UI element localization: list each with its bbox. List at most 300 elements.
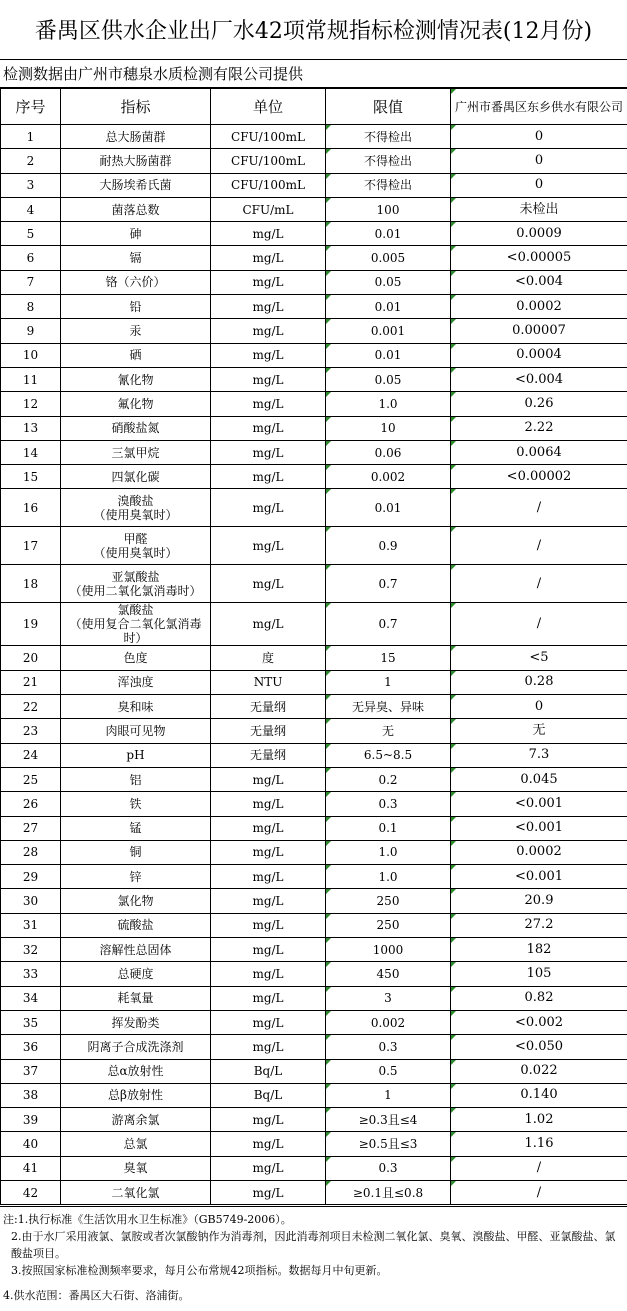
row-seq: 33 bbox=[1, 962, 61, 986]
table-row bbox=[1, 1156, 627, 1180]
row-limit: 0.01 bbox=[326, 489, 451, 527]
indicator-table bbox=[0, 88, 627, 1205]
row-result: 1.16 bbox=[451, 1132, 627, 1156]
row-result: 0.82 bbox=[451, 986, 627, 1010]
row-indicator bbox=[61, 1059, 211, 1083]
row-unit: mg/L bbox=[211, 246, 326, 270]
row-seq: 27 bbox=[1, 816, 61, 840]
row-result: 无 bbox=[451, 719, 627, 743]
row-unit: mg/L bbox=[211, 1035, 326, 1059]
table-row bbox=[1, 719, 627, 743]
row-unit: mg/L bbox=[211, 792, 326, 816]
row-result: 0.00007 bbox=[451, 319, 627, 343]
row-unit: mg/L bbox=[211, 440, 326, 464]
row-result: / bbox=[451, 489, 627, 527]
row-result: <0.00002 bbox=[451, 465, 627, 489]
row-limit: 250 bbox=[326, 913, 451, 937]
row-indicator-name: 铜 bbox=[129, 845, 142, 860]
row-limit: 10 bbox=[326, 416, 451, 440]
row-indicator bbox=[61, 440, 211, 464]
row-result: <0.002 bbox=[451, 1010, 627, 1034]
row-indicator-name: 溶解性总固体 bbox=[99, 942, 172, 957]
row-indicator bbox=[61, 719, 211, 743]
row-result: 1.02 bbox=[451, 1108, 627, 1132]
row-seq: 21 bbox=[1, 670, 61, 694]
table-row bbox=[1, 197, 627, 221]
row-indicator bbox=[61, 367, 211, 391]
row-limit: 0.2 bbox=[326, 767, 451, 791]
row-indicator bbox=[61, 270, 211, 294]
table-row bbox=[1, 295, 627, 319]
row-indicator bbox=[61, 527, 211, 565]
row-result: / bbox=[451, 603, 627, 646]
row-indicator-name: 肉眼可见物 bbox=[105, 723, 166, 738]
notes-section bbox=[0, 1206, 627, 1311]
row-result: / bbox=[451, 1180, 627, 1204]
row-seq: 1 bbox=[1, 125, 61, 149]
row-unit: 无量纲 bbox=[211, 719, 326, 743]
row-unit: mg/L bbox=[211, 938, 326, 962]
row-seq: 35 bbox=[1, 1010, 61, 1034]
table-row bbox=[1, 222, 627, 246]
row-unit: mg/L bbox=[211, 840, 326, 864]
row-indicator bbox=[61, 1035, 211, 1059]
row-seq: 11 bbox=[1, 367, 61, 391]
row-seq: 20 bbox=[1, 646, 61, 670]
row-indicator bbox=[61, 125, 211, 149]
row-unit: mg/L bbox=[211, 865, 326, 889]
note-2: 2.由于水厂采用液氯、氯胺或者次氯酸钠作为消毒剂，因此消毒剂项目未检测二氧化氯、臭氧、溴酸盐、甲醛、亚氯酸盐、氯酸盐项目。 bbox=[11, 1230, 616, 1260]
row-indicator-name: 氯酸盐 bbox=[117, 603, 154, 618]
table-row bbox=[1, 489, 627, 527]
row-unit: mg/L bbox=[211, 565, 326, 603]
row-limit: 0.3 bbox=[326, 1035, 451, 1059]
row-result: 105 bbox=[451, 962, 627, 986]
row-seq: 13 bbox=[1, 416, 61, 440]
row-unit: CFU/mL bbox=[211, 197, 326, 221]
row-unit: mg/L bbox=[211, 367, 326, 391]
row-seq: 14 bbox=[1, 440, 61, 464]
table-row bbox=[1, 1180, 627, 1204]
row-indicator bbox=[61, 246, 211, 270]
row-result: 未检出 bbox=[451, 197, 627, 221]
header-limit: 限值 bbox=[326, 89, 451, 125]
row-limit: 1.0 bbox=[326, 840, 451, 864]
row-limit: 0.01 bbox=[326, 343, 451, 367]
indicator-table-body bbox=[1, 89, 627, 1205]
row-result: / bbox=[451, 1156, 627, 1180]
row-limit: 1000 bbox=[326, 938, 451, 962]
table-row bbox=[1, 938, 627, 962]
row-indicator-name: 总氯 bbox=[123, 1137, 148, 1152]
row-indicator-name: 溴酸盐 bbox=[117, 493, 154, 508]
row-unit: mg/L bbox=[211, 465, 326, 489]
row-indicator-name: 总β放射性 bbox=[108, 1088, 163, 1103]
table-row bbox=[1, 603, 627, 646]
table-row bbox=[1, 816, 627, 840]
row-indicator bbox=[61, 343, 211, 367]
row-indicator-name: 菌落总数 bbox=[111, 202, 160, 217]
row-result: 0.26 bbox=[451, 392, 627, 416]
row-indicator bbox=[61, 149, 211, 173]
row-limit: 0.5 bbox=[326, 1059, 451, 1083]
row-result: 0.0064 bbox=[451, 440, 627, 464]
row-indicator-name: 锌 bbox=[129, 869, 142, 884]
row-result: <0.00005 bbox=[451, 246, 627, 270]
table-row bbox=[1, 416, 627, 440]
row-indicator-name: 游离余氯 bbox=[111, 1112, 160, 1127]
row-seq: 37 bbox=[1, 1059, 61, 1083]
row-result: 0.28 bbox=[451, 670, 627, 694]
row-seq: 28 bbox=[1, 840, 61, 864]
table-row bbox=[1, 149, 627, 173]
table-row bbox=[1, 986, 627, 1010]
row-result: <5 bbox=[451, 646, 627, 670]
row-limit: ≥0.1且≤0.8 bbox=[326, 1180, 451, 1204]
row-seq: 32 bbox=[1, 938, 61, 962]
row-unit: CFU/100mL bbox=[211, 125, 326, 149]
row-result: 2.22 bbox=[451, 416, 627, 440]
row-limit: 不得检出 bbox=[326, 173, 451, 197]
table-row bbox=[1, 173, 627, 197]
row-indicator bbox=[61, 840, 211, 864]
row-indicator-name: 硝酸盐氮 bbox=[111, 421, 160, 436]
table-row bbox=[1, 767, 627, 791]
table-row bbox=[1, 1035, 627, 1059]
note-1: 注:1.执行标准《生活饮用水卫生标准》（GB5749-2006）。 bbox=[3, 1213, 292, 1226]
table-row bbox=[1, 565, 627, 603]
row-indicator-name: 四氯化碳 bbox=[111, 469, 160, 484]
row-indicator-note: （使用二氧化氯消毒时） bbox=[69, 583, 202, 598]
row-limit: 1.0 bbox=[326, 865, 451, 889]
row-seq: 4 bbox=[1, 197, 61, 221]
row-unit: mg/L bbox=[211, 889, 326, 913]
table-row bbox=[1, 527, 627, 565]
row-limit: 1 bbox=[326, 670, 451, 694]
row-indicator-name: 耗氧量 bbox=[117, 991, 154, 1006]
row-unit: mg/L bbox=[211, 962, 326, 986]
row-result: 0.045 bbox=[451, 767, 627, 791]
row-unit: mg/L bbox=[211, 913, 326, 937]
row-indicator bbox=[61, 913, 211, 937]
row-indicator-name: 汞 bbox=[129, 324, 142, 339]
row-indicator-name: 色度 bbox=[123, 651, 148, 666]
row-indicator bbox=[61, 465, 211, 489]
row-limit: 15 bbox=[326, 646, 451, 670]
row-indicator bbox=[61, 962, 211, 986]
row-result: 0.022 bbox=[451, 1059, 627, 1083]
row-unit: mg/L bbox=[211, 295, 326, 319]
row-indicator-name: 铅 bbox=[129, 299, 142, 314]
table-row bbox=[1, 270, 627, 294]
row-seq: 7 bbox=[1, 270, 61, 294]
row-indicator-name: 挥发酚类 bbox=[111, 1015, 160, 1030]
row-indicator bbox=[61, 646, 211, 670]
row-limit: 1 bbox=[326, 1083, 451, 1107]
row-unit: 无量纲 bbox=[211, 695, 326, 719]
row-limit: 6.5~8.5 bbox=[326, 743, 451, 767]
row-indicator-name: 镉 bbox=[129, 251, 142, 266]
row-seq: 10 bbox=[1, 343, 61, 367]
row-result: 182 bbox=[451, 938, 627, 962]
row-limit: ≥0.5且≤3 bbox=[326, 1132, 451, 1156]
row-indicator bbox=[61, 792, 211, 816]
row-indicator bbox=[61, 938, 211, 962]
row-seq: 12 bbox=[1, 392, 61, 416]
row-limit: 0.01 bbox=[326, 222, 451, 246]
header-unit: 单位 bbox=[211, 89, 326, 125]
row-indicator bbox=[61, 197, 211, 221]
table-row bbox=[1, 465, 627, 489]
row-limit: 0.05 bbox=[326, 270, 451, 294]
row-indicator-name: 氟化物 bbox=[117, 396, 154, 411]
row-seq: 24 bbox=[1, 743, 61, 767]
row-limit: 3 bbox=[326, 986, 451, 1010]
row-seq: 39 bbox=[1, 1108, 61, 1132]
row-result: 27.2 bbox=[451, 913, 627, 937]
row-limit: 不得检出 bbox=[326, 149, 451, 173]
table-header-row bbox=[1, 89, 627, 125]
row-unit: mg/L bbox=[211, 270, 326, 294]
row-indicator bbox=[61, 1010, 211, 1034]
row-indicator bbox=[61, 222, 211, 246]
row-result: 0.0002 bbox=[451, 295, 627, 319]
row-indicator-name: 总硬度 bbox=[117, 966, 154, 981]
row-indicator bbox=[61, 767, 211, 791]
row-result: <0.001 bbox=[451, 816, 627, 840]
row-limit: 0.1 bbox=[326, 816, 451, 840]
table-row bbox=[1, 670, 627, 694]
row-indicator bbox=[61, 1180, 211, 1204]
row-indicator bbox=[61, 695, 211, 719]
row-unit: mg/L bbox=[211, 416, 326, 440]
row-limit: 0.002 bbox=[326, 1010, 451, 1034]
row-indicator bbox=[61, 392, 211, 416]
row-indicator-name: 大肠埃希氏菌 bbox=[99, 178, 172, 193]
row-indicator bbox=[61, 489, 211, 527]
row-seq: 30 bbox=[1, 889, 61, 913]
row-indicator-name: 锰 bbox=[129, 821, 142, 836]
row-indicator-name: 铁 bbox=[129, 796, 142, 811]
row-seq: 38 bbox=[1, 1083, 61, 1107]
row-limit: 0.3 bbox=[326, 1156, 451, 1180]
row-indicator bbox=[61, 1083, 211, 1107]
row-indicator-name: 三氯甲烷 bbox=[111, 445, 160, 460]
row-result: 0 bbox=[451, 125, 627, 149]
row-indicator bbox=[61, 865, 211, 889]
row-seq: 9 bbox=[1, 319, 61, 343]
table-row bbox=[1, 913, 627, 937]
table-row bbox=[1, 343, 627, 367]
row-seq: 15 bbox=[1, 465, 61, 489]
row-result: 0 bbox=[451, 173, 627, 197]
header-seq: 序号 bbox=[1, 89, 61, 125]
row-limit: 450 bbox=[326, 962, 451, 986]
row-indicator bbox=[61, 603, 211, 646]
row-indicator bbox=[61, 173, 211, 197]
row-limit: 1.0 bbox=[326, 392, 451, 416]
row-limit: 100 bbox=[326, 197, 451, 221]
row-seq: 5 bbox=[1, 222, 61, 246]
row-indicator bbox=[61, 295, 211, 319]
row-unit: mg/L bbox=[211, 489, 326, 527]
row-limit: 无异臭、异味 bbox=[326, 695, 451, 719]
row-unit: mg/L bbox=[211, 767, 326, 791]
row-result: / bbox=[451, 565, 627, 603]
row-result: <0.050 bbox=[451, 1035, 627, 1059]
row-seq: 2 bbox=[1, 149, 61, 173]
table-row bbox=[1, 1010, 627, 1034]
row-indicator-name: 阴离子合成洗涤剂 bbox=[87, 1039, 184, 1054]
table-row bbox=[1, 392, 627, 416]
table-row bbox=[1, 889, 627, 913]
table-row bbox=[1, 646, 627, 670]
row-unit: Bq/L bbox=[211, 1083, 326, 1107]
row-indicator-name: 氰化物 bbox=[117, 372, 154, 387]
row-indicator bbox=[61, 1132, 211, 1156]
row-indicator-name: 甲醛 bbox=[123, 531, 148, 546]
row-result: 0.0004 bbox=[451, 343, 627, 367]
row-unit: mg/L bbox=[211, 1132, 326, 1156]
row-indicator bbox=[61, 319, 211, 343]
table-row bbox=[1, 367, 627, 391]
header-indicator: 指标 bbox=[61, 89, 211, 125]
row-seq: 26 bbox=[1, 792, 61, 816]
row-result: 7.3 bbox=[451, 743, 627, 767]
row-indicator-name: 硫酸盐 bbox=[117, 918, 154, 933]
row-seq: 17 bbox=[1, 527, 61, 565]
table-row bbox=[1, 1059, 627, 1083]
row-limit: 0.001 bbox=[326, 319, 451, 343]
table-row bbox=[1, 1083, 627, 1107]
row-result: 0.0009 bbox=[451, 222, 627, 246]
row-unit: mg/L bbox=[211, 222, 326, 246]
row-unit: mg/L bbox=[211, 319, 326, 343]
row-seq: 8 bbox=[1, 295, 61, 319]
row-unit: CFU/100mL bbox=[211, 173, 326, 197]
table-row bbox=[1, 695, 627, 719]
table-row bbox=[1, 792, 627, 816]
row-limit: 0.9 bbox=[326, 527, 451, 565]
page-title: 番禺区供水企业出厂水42项常规指标检测情况表(12月份) bbox=[0, 0, 627, 60]
row-limit: 0.06 bbox=[326, 440, 451, 464]
row-seq: 36 bbox=[1, 1035, 61, 1059]
row-limit: 0.01 bbox=[326, 295, 451, 319]
row-unit: mg/L bbox=[211, 343, 326, 367]
row-indicator bbox=[61, 889, 211, 913]
row-seq: 3 bbox=[1, 173, 61, 197]
row-unit: mg/L bbox=[211, 1010, 326, 1034]
row-indicator-name: 臭氧 bbox=[123, 1161, 148, 1176]
row-result: 0 bbox=[451, 149, 627, 173]
supply-scope: 4.供水范围：番禺区大石街、洛浦街。 bbox=[3, 1289, 190, 1302]
row-result: <0.001 bbox=[451, 792, 627, 816]
row-limit: 0.005 bbox=[326, 246, 451, 270]
row-result: <0.004 bbox=[451, 270, 627, 294]
row-seq: 29 bbox=[1, 865, 61, 889]
row-unit: mg/L bbox=[211, 392, 326, 416]
note-3: 3.按照国家标准检测频率要求，每月公布常规42项指标。数据每月中旬更新。 bbox=[11, 1264, 388, 1277]
row-indicator bbox=[61, 565, 211, 603]
row-unit: CFU/100mL bbox=[211, 149, 326, 173]
table-row bbox=[1, 440, 627, 464]
row-indicator bbox=[61, 1108, 211, 1132]
row-result: <0.001 bbox=[451, 865, 627, 889]
row-limit: 0.7 bbox=[326, 603, 451, 646]
row-indicator-name: 二氧化氯 bbox=[111, 1185, 160, 1200]
row-indicator-name: 臭和味 bbox=[117, 699, 154, 714]
row-indicator-name: 铝 bbox=[129, 772, 142, 787]
table-row bbox=[1, 743, 627, 767]
row-seq: 22 bbox=[1, 695, 61, 719]
row-indicator bbox=[61, 986, 211, 1010]
row-indicator bbox=[61, 816, 211, 840]
row-seq: 6 bbox=[1, 246, 61, 270]
row-indicator-name: 铬（六价） bbox=[105, 275, 166, 290]
table-row bbox=[1, 1132, 627, 1156]
row-indicator-name: pH bbox=[126, 748, 145, 763]
row-indicator bbox=[61, 670, 211, 694]
row-indicator bbox=[61, 743, 211, 767]
row-unit: mg/L bbox=[211, 816, 326, 840]
row-limit: 0.002 bbox=[326, 465, 451, 489]
row-seq: 40 bbox=[1, 1132, 61, 1156]
row-result: 0.140 bbox=[451, 1083, 627, 1107]
row-seq: 42 bbox=[1, 1180, 61, 1204]
row-result: 0.0002 bbox=[451, 840, 627, 864]
row-unit: NTU bbox=[211, 670, 326, 694]
row-unit: 无量纲 bbox=[211, 743, 326, 767]
row-result: 0 bbox=[451, 695, 627, 719]
row-indicator bbox=[61, 1156, 211, 1180]
row-seq: 16 bbox=[1, 489, 61, 527]
row-seq: 41 bbox=[1, 1156, 61, 1180]
row-indicator-note: （使用臭氧时） bbox=[93, 507, 178, 522]
table-row bbox=[1, 1108, 627, 1132]
row-unit: mg/L bbox=[211, 603, 326, 646]
header-company: 广州市番禺区东乡供水有限公司 bbox=[451, 89, 627, 125]
table-row bbox=[1, 962, 627, 986]
row-seq: 23 bbox=[1, 719, 61, 743]
row-indicator bbox=[61, 416, 211, 440]
row-limit: ≥0.3且≤4 bbox=[326, 1108, 451, 1132]
row-indicator-name: 总α放射性 bbox=[107, 1064, 164, 1079]
table-row bbox=[1, 840, 627, 864]
row-limit: 不得检出 bbox=[326, 125, 451, 149]
row-seq: 31 bbox=[1, 913, 61, 937]
row-seq: 34 bbox=[1, 986, 61, 1010]
row-result: / bbox=[451, 527, 627, 565]
row-limit: 0.3 bbox=[326, 792, 451, 816]
table-row bbox=[1, 319, 627, 343]
row-seq: 25 bbox=[1, 767, 61, 791]
row-indicator-note: （使用复合二氧化氯消毒时） bbox=[69, 617, 202, 646]
data-source-line: 检测数据由广州市穗泉水质检测有限公司提供 bbox=[0, 60, 627, 88]
row-unit: mg/L bbox=[211, 986, 326, 1010]
row-indicator-name: 硒 bbox=[129, 348, 142, 363]
table-row bbox=[1, 125, 627, 149]
row-limit: 0.7 bbox=[326, 565, 451, 603]
row-result: 20.9 bbox=[451, 889, 627, 913]
row-unit: Bq/L bbox=[211, 1059, 326, 1083]
row-indicator-name: 氯化物 bbox=[117, 894, 154, 909]
row-unit: mg/L bbox=[211, 1108, 326, 1132]
table-row bbox=[1, 865, 627, 889]
row-indicator-name: 浑浊度 bbox=[117, 675, 154, 690]
row-indicator-name: 亚氯酸盐 bbox=[111, 569, 160, 584]
table-row bbox=[1, 246, 627, 270]
row-limit: 无 bbox=[326, 719, 451, 743]
